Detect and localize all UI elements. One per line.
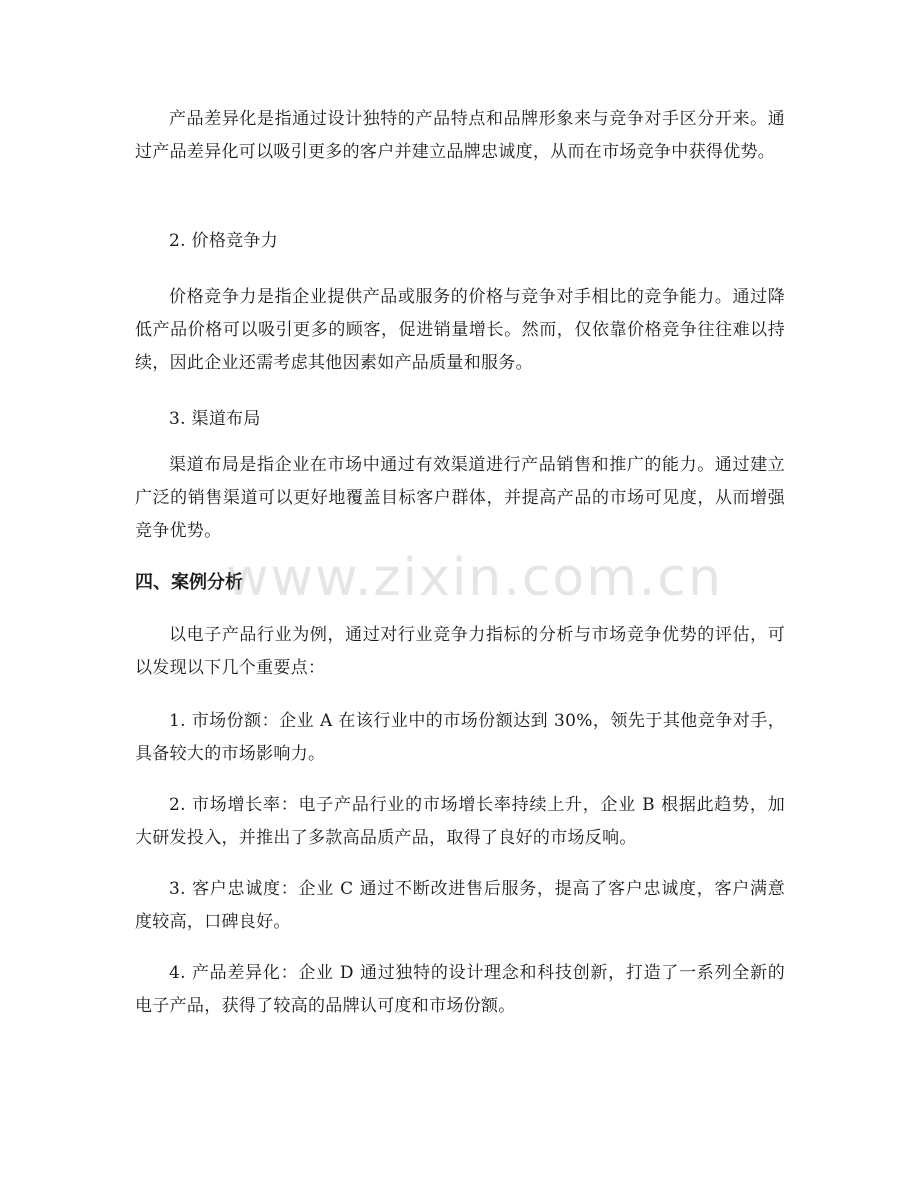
- list-item-market-growth: 2. 市场增长率：电子产品行业的市场增长率持续上升，企业 B 根据此趋势，加大研发投入，并推出了多款高品质产品，取得了良好的市场反响。: [135, 795, 785, 848]
- list-item-product-differentiation: 4. 产品差异化：企业 D 通过独特的设计理念和科技创新，打造了一系列全新的电子产品，获得了较高的品牌认可度和市场份额。: [135, 963, 785, 1016]
- list-item-market-share: 1. 市场份额：企业 A 在该行业中的市场份额达到 30%，领先于其他竞争对手，具备较大的市场影响力。: [135, 711, 785, 764]
- subheading-price-competitiveness: 2. 价格竞争力: [169, 231, 279, 251]
- paragraph-case-intro: 以电子产品行业为例，通过对行业竞争力指标的分析与市场竞争优势的评估，可以发现以下几个重要点：: [135, 625, 785, 678]
- paragraph-product-differentiation: 产品差异化是指通过设计独特的产品特点和品牌形象来与竞争对手区分开来。通过产品差异化可以吸引更多的客户并建立品牌忠诚度，从而在市场竞争中获得优势。: [135, 109, 785, 162]
- list-item-customer-loyalty: 3. 客户忠诚度：企业 C 通过不断改进售后服务，提高了客户忠诚度，客户满意度较高，口碑良好。: [135, 879, 785, 932]
- section-heading-case-analysis: 四、案例分析: [135, 572, 243, 593]
- watermark-text: www.zixin.com.cn: [226, 548, 723, 608]
- paragraph-price-competitiveness: 价格竞争力是指企业提供产品或服务的价格与竞争对手相比的竞争能力。通过降低产品价格可以吸引更多的顾客，促进销量增长。然而，仅依靠价格竞争往往难以持续，因此企业还需考虑其他因素如产品质量和服务。: [135, 287, 785, 373]
- subheading-channel-layout: 3. 渠道布局: [169, 409, 261, 429]
- paragraph-channel-layout: 渠道布局是指企业在市场中通过有效渠道进行产品销售和推广的能力。通过建立广泛的销售渠道可以更好地覆盖目标客户群体，并提高产品的市场可见度，从而增强竞争优势。: [135, 455, 785, 541]
